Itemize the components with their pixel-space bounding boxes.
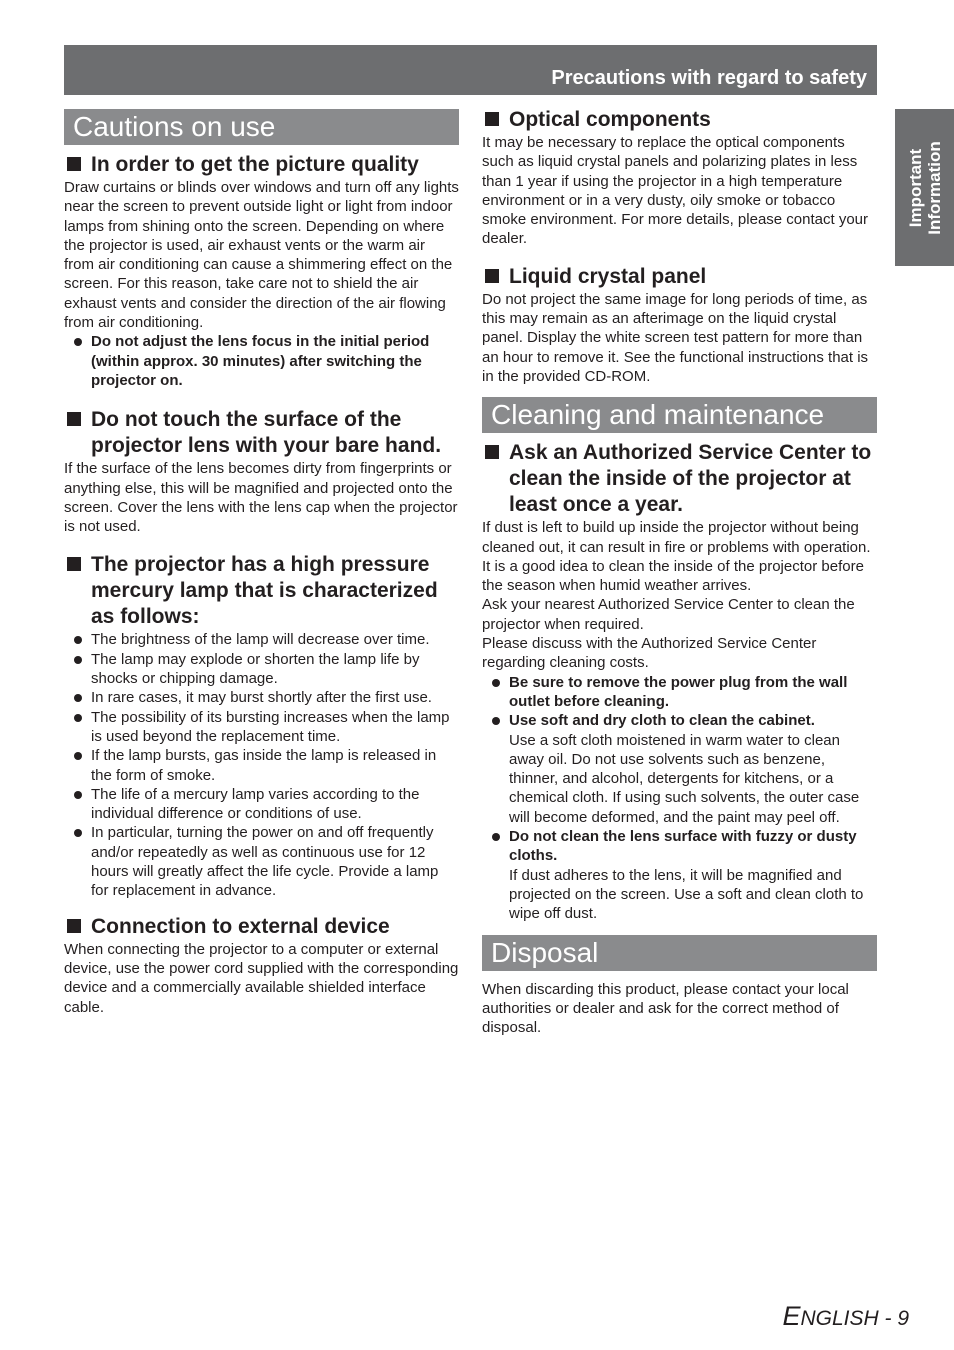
- list-item: [64, 785, 459, 824]
- bullet-dot-icon: [74, 636, 82, 644]
- liquid-crystal-heading: [482, 264, 877, 290]
- picture-quality-heading: [64, 152, 459, 178]
- picture-quality-body: Draw curtains or blinds over windows and turn off any lights near the screen to prevent outside light or light from indoor lamps from shining onto the screen. Depending on where the projector is used, air exhaust vents or the warm air from air conditioning can cause a shimmering effect on the screen. For this reason, take care not to shield the air exhaust vents and consider the direction of the air flowing from air conditioning.: [64, 179, 459, 332]
- lens-touch-body: If the surface of the lens becomes dirty from fingerprints or anything else, this will be magnified and projected onto the screen. Cover the lens with the lens cap when the projector is not used.: [64, 460, 458, 536]
- bullet-text: The life of a mercury lamp varies according to the individual difference or conditions of use.: [91, 785, 420, 823]
- header-title: Precautions with regard to safety: [551, 67, 867, 89]
- bullet-dot-icon: [74, 656, 82, 664]
- bullet-text: In particular, turning the power on and off frequently and/or repeatedly as well as continuous use for 12 hours will greatly affect the life cycle. Provide a lamp for replacement in advance.: [91, 824, 439, 900]
- list-item: [64, 746, 459, 785]
- list-item: [482, 827, 877, 923]
- bullet-text: If dust adheres to the lens, it will be magnified and projected on the screen. Use a soft and clean cloth to wipe off dust.: [509, 866, 864, 923]
- square-bullet-icon: [67, 557, 81, 571]
- optical-components-heading: [482, 107, 877, 133]
- cleaning-bullets: [482, 673, 877, 924]
- bullet-text: The lamp may explode or shorten the lamp life by shocks or chipping damage.: [91, 650, 420, 688]
- list-item: [482, 673, 877, 712]
- list-item: [482, 711, 877, 827]
- lens-touch-title: Do not touch the surface of the projector lens with your bare hand.: [91, 408, 442, 458]
- disposal-heading: Disposal: [482, 935, 877, 971]
- mercury-lamp-bullets: [64, 630, 459, 900]
- square-bullet-icon: [67, 157, 81, 171]
- bullet-dot-icon: [74, 791, 82, 799]
- list-item: [64, 650, 459, 689]
- header-bar: [64, 45, 877, 95]
- page-number: [782, 1301, 909, 1332]
- cautions-heading: Cautions on use: [64, 109, 459, 145]
- square-bullet-icon: [485, 269, 499, 283]
- bullet-text: Be sure to remove the power plug from the wall outlet before cleaning.: [509, 673, 848, 710]
- external-device-heading: [64, 914, 459, 940]
- liquid-crystal-body: Do not project the same image for long periods of time, as this may remain as an afterimage on the liquid crystal panel. Display the white screen test pattern for more than an hour to remove it. See the functional instructions that is in the provided CD-ROM.: [482, 290, 869, 385]
- list-item: [64, 630, 459, 649]
- mercury-lamp-heading: [64, 552, 459, 630]
- list-item: [64, 708, 459, 747]
- external-device-body: When connecting the projector to a computer or external device, use the power cord supplied with the corresponding device and a commercially available shielded interface cable.: [64, 940, 459, 1016]
- bullet-dot-icon: [492, 717, 500, 725]
- bullet-title: Do not clean the lens surface with fuzzy or dusty cloths.: [509, 828, 857, 865]
- bullet-dot-icon: [74, 829, 82, 837]
- bullet-text: Do not adjust the lens focus in the initial period (within approx. 30 minutes) after switching the projector on.: [91, 333, 430, 389]
- square-bullet-icon: [67, 919, 81, 933]
- list-item: [64, 823, 459, 900]
- mercury-lamp-title: The projector has a high pressure mercury lamp that is characterized as follows:: [91, 553, 438, 629]
- service-center-heading: [482, 440, 877, 518]
- service-center-para2: Ask your nearest Authorized Service Center to clean the projector when required.: [482, 596, 855, 633]
- bullet-dot-icon: [74, 694, 82, 702]
- lens-touch-heading: [64, 407, 459, 459]
- bullet-text: If the lamp bursts, gas inside the lamp is released in the form of smoke.: [91, 747, 437, 784]
- service-center-para1: If dust is left to build up inside the projector without being cleaned out, it can result in fire or problems with operation. It is a good idea to clean the inside of the projector before the season when humid weather arrives.: [482, 519, 871, 595]
- bullet-dot-icon: [74, 338, 82, 346]
- square-bullet-icon: [485, 112, 499, 126]
- disposal-body: When discarding this product, please contact your local authorities or dealer and ask for the correct method of disposal.: [482, 980, 849, 1037]
- right-column: [482, 109, 877, 1037]
- bullet-text: The possibility of its bursting increases when the lamp is used beyond the replacement time.: [91, 708, 450, 745]
- side-tab: [895, 109, 954, 266]
- bullet-text: The brightness of the lamp will decrease over time.: [91, 631, 430, 649]
- bullet-text: In rare cases, it may burst shortly after the first use.: [91, 689, 432, 707]
- side-tab-label: [906, 141, 944, 235]
- list-item: [64, 332, 459, 390]
- footer-rest: NGLISH - 9: [800, 1307, 909, 1330]
- square-bullet-icon: [485, 445, 499, 459]
- external-device-title: Connection to external device: [91, 914, 390, 938]
- bullet-text: Use a soft cloth moistened in warm water to clean away oil. Do not use solvents such as benzene, thinner, and alcohol, detergents for kitchens, or a chemical cloth. If using such solvents, the outer case will become deformed, and the paint may peel off.: [509, 731, 860, 826]
- service-center-title: Ask an Authorized Service Center to clean the inside of the projector at least once a year.: [509, 441, 872, 517]
- optical-components-title: Optical components: [509, 108, 711, 131]
- liquid-crystal-title: Liquid crystal panel: [509, 264, 707, 288]
- optical-components-body: It may be necessary to replace the optical components such as liquid crystal panels and polarizing plates in less than 1 year if using the projector in a high temperature environment or in a very dusty, oily smoke or tobacco smoke environment. For more details, please contact your dealer.: [482, 134, 869, 248]
- cleaning-heading: Cleaning and maintenance: [482, 397, 877, 433]
- bullet-dot-icon: [74, 714, 82, 722]
- bullet-dot-icon: [492, 833, 500, 841]
- list-item: [64, 688, 459, 707]
- bullet-title: Use soft and dry cloth to clean the cabinet.: [509, 712, 815, 730]
- picture-quality-title: In order to get the picture quality: [91, 153, 419, 176]
- footer-initial: E: [782, 1301, 801, 1331]
- left-column: [64, 109, 459, 1017]
- side-tab-line2: Information: [924, 140, 944, 235]
- square-bullet-icon: [67, 412, 81, 426]
- picture-quality-bullets: [64, 332, 459, 390]
- side-tab-line1: Important: [905, 148, 925, 227]
- bullet-dot-icon: [74, 752, 82, 760]
- service-center-para3: Please discuss with the Authorized Service Center regarding cleaning costs.: [482, 635, 817, 672]
- bullet-dot-icon: [492, 679, 500, 687]
